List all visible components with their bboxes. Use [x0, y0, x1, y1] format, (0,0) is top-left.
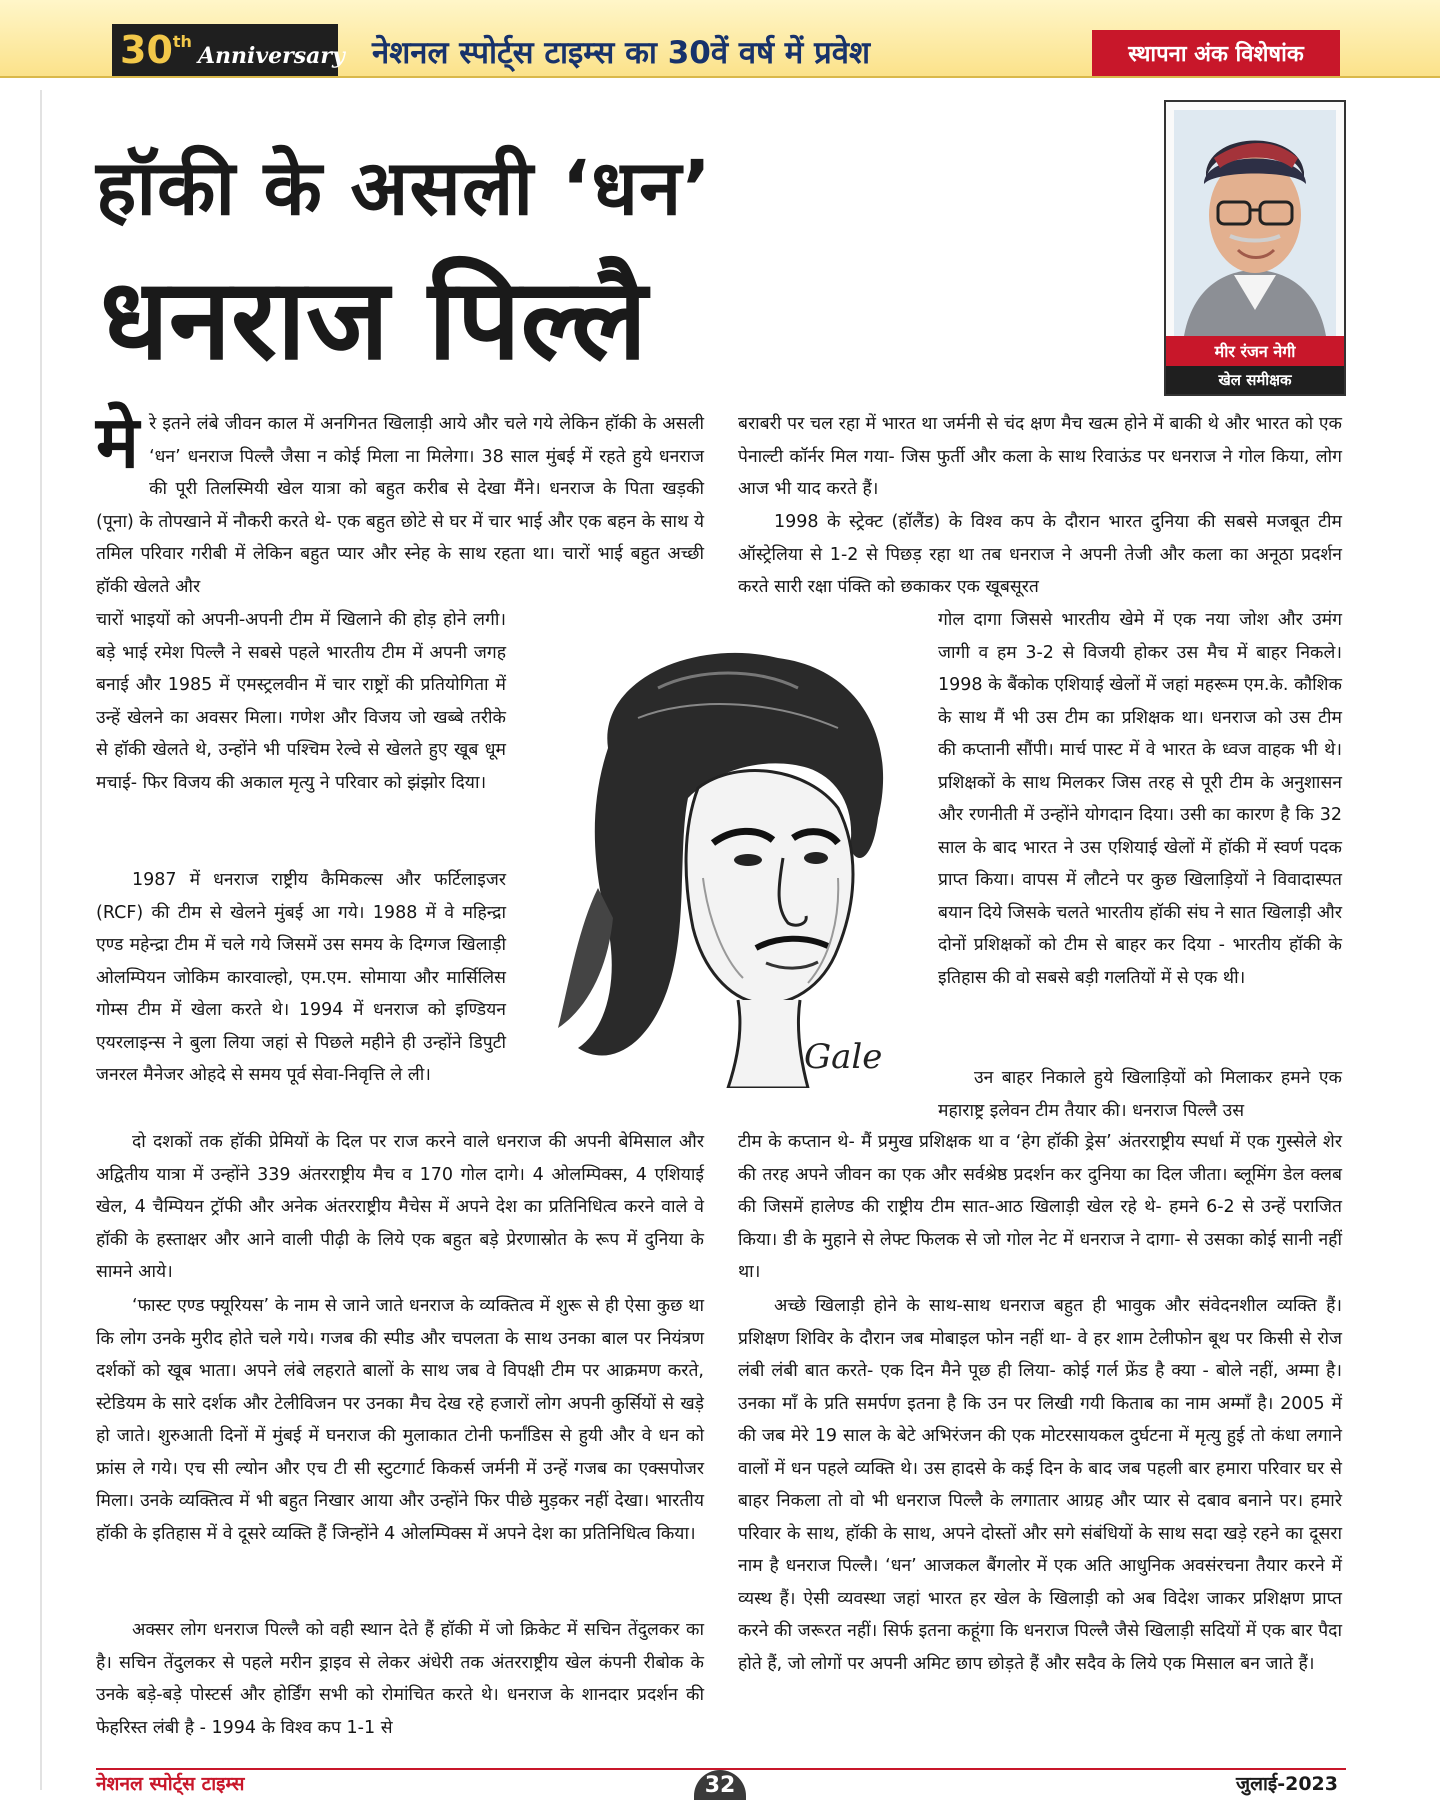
page-number: 32 — [694, 1770, 746, 1800]
footer-date: जुलाई-2023 — [1236, 1773, 1338, 1795]
paragraph-1-text: रे इतने लंबे जीवन काल में अनगिनत खिलाड़ी आये और चले गये लेकिन हॉकी के असली ‘धन’ धनराज पिल्लै जैसा न कोई मिला ना मिलेगा। 38 साल मुंबई में रहते हुये धनराज की पूरी तिलस्मियी खेल यात्रा को बहुत करीब से देखा मैंने। धनराज के पिता खड़की (पूना) के तोपखाने में नौकरी करते थे- एक बहुत छोटे से घर में चार भाई और एक बहन के साथ ये तमिल परिवार गरीबी में लेकिन बहुत प्यार और स्नेह के साथ रहता था। चारों भाई बहुत अच्छी हॉकी खेलते और — [96, 414, 704, 597]
article-right-paragraph-3b: टीम के कप्तान थे- मैं प्रमुख प्रशिक्षक था व ‘हेग हॉकी ड्रेस’ अंतरराष्ट्रीय स्पर्धा में एक गुस्सेले शेर की तरह अपने जीवन का एक और सर्वश्रेष्ठ प्रदर्शन कर दुनिया का दिल जीता। ब्लूमिंग डेल क्लब की जिसमें हालेण्ड की राष्ट्रीय टीम सात-आठ खिलाड़ी खेल रहे थे- हमने 6-2 से उन्हें पराजित किया। डी के मुहाने से लेफ्ट फिलक से जो गोल नेट में धनराज ने दागा- से उसका कोई सानी नहीं था। — [738, 1132, 1342, 1282]
anniversary-number: 30 — [120, 28, 173, 72]
article-right-paragraph-4: अच्छे खिलाड़ी होने के साथ-साथ धनराज बहुत ही भावुक और संवेदनशील व्यक्ति हैं। प्रशिक्षण शिविर के दौरान जब मोबाइल फोन नहीं था- वे हर शाम टेलीफोन बूथ पर किसी से रोज लंबी लंबी बात करते- एक दिन मैने पूछ ही लिया- कोई गर्ल फ्रेंड है क्या - बोले नहीं, अम्मा है। उनका माँ के प्रति समर्पण इतना है कि उन पर लिखी गयी किताब का नाम अम्माँ है। 2005 में की जब मेरे 19 साल के बेटे अभिरंजन की एक मोटरसायकल दुर्घटना में मृत्यु हुई तो कंधा लगाने वालों में धन पहले व्यक्ति थे। उस हादसे के कई दिन के बाद जब पहली बार हमारा परिवार घर से बाहर निकला तो वो भी धनराज पिल्लै के लगातार आग्रह और प्यार से दबाव बनाने पर। हमारे परिवार के साथ, हॉकी के साथ, अपने दोस्तों और सगे संबंधियों के साथ सदा खड़े रहने का दूसरा नाम है धनराज पिल्लै। ‘धन’ आजकल बैंगलोर में एक अति आधुनिक अवसंरचना तैयार करने में व्यस्थ हैं। ऐसी व्यवस्था जहां भारत हर खेल के खिलाड़ी को अब विदेश जाकर प्रशिक्षण प्राप्त करने की जरूरत नहीं। सिर्फ इतना कहूंगा कि धनराज पिल्लै जैसे खिलाड़ी सदियों में एक बार पैदा होते हैं, जो लोगों पर अपनी अमिट छाप छोड़ते हैं और सदैव के लिये एक मिसाल बन जाते हैं। — [738, 1296, 1342, 1674]
article-paragraph-1-continued: चारों भाइयों को अपनी-अपनी टीम में खिलाने की होड़ होने लगी। बड़े भाई रमेश पिल्लै ने सबसे पहले भारतीय टीम में अपनी जगह बनाई और 1985 में एमस्ट्रलवीन में चार राष्ट्रों की प्रतियोगिता में उन्हें खेलने का अवसर मिला। गणेश और विजय जो खब्बे तरीके से हॉकी खेलते थे, उन्होंने भी पश्चिम रेल्वे से खेलते हुए खूब धूम मचाई- फिर विजय की अकाल मृत्यु ने परिवार को झंझोर दिया। — [96, 610, 506, 793]
article-paragraph-2: 1987 में धनराज राष्ट्रीय कैमिकल्स और फर्टिलाइजर (RCF) की टीम से खेलने मुंबई आ गये। 1988 में वे महिन्द्रा एण्ड महेन्द्रा टीम में चले गये जिसमें उस समय के दिग्गज खिलाड़ी ओलम्पियन जोकिम कारवाल्हो, एम.एम. सोमाया और मार्सिलिस गोम्स टीम में खेला करते थे। 1994 में धनराज को इण्डियन एयरलाइन्स ने बुला लिया जहां से पिछले महीने ही उन्होंने डिपुटी जनरल मैनेजर ओहदे से समय पूर्व सेवा-निवृत्ति ले ली। — [96, 870, 506, 1085]
caricature-drawing-icon — [538, 628, 930, 1088]
article-paragraph-1 — [96, 400, 704, 603]
article-right-paragraph-3a: उन बाहर निकाले हुये खिलाड़ियों को मिलाकर हमने एक महाराष्ट्र इलेवन टीम तैयार की। धनराज पिल्लै उस — [938, 1068, 1342, 1121]
drop-cap: मे — [96, 400, 140, 484]
caricature — [538, 628, 930, 1088]
article-paragraph-3: दो दशकों तक हॉकी प्रेमियों के दिल पर राज करने वाले धनराज की अपनी बेमिसाल और अद्वितीय यात्रा में उन्होंने 339 अंतरराष्ट्रीय मैच व 170 गोल दागे। 4 ओलम्पिक्स, 4 एशियाई खेल, 4 चैम्पियन ट्रॉफी और अनेक अंतरराष्ट्रीय मैचेस में अपने देश का प्रतिनिधित्व करने वाले वे हॉकी के हस्ताक्षर और आने वाली पीढ़ी के लिये एक बहुत बड़े प्रेरणास्रोत के रूप में दुनिया के सामने आये। — [96, 1132, 704, 1282]
caricature-signature: Gale — [804, 1037, 883, 1077]
author-portrait-icon — [1174, 110, 1336, 336]
anniversary-word: Anniversary — [197, 43, 345, 69]
anniversary-suffix: th — [172, 32, 192, 51]
article-right-paragraph-2: 1998 के स्ट्रेक्ट (हॉलैंड) के विश्व कप के दौरान भारत दुनिया की सबसे मजबूत टीम ऑस्ट्रेलिया से 1-2 से पिछड़ रहा था तब धनराज ने अपनी तेजी और कला का अनूठा प्रदर्शन करते सारी रक्षा पंक्ति को छकाकर एक खूबसूरत — [738, 512, 1342, 597]
page-margin-rule — [40, 90, 42, 1790]
article-paragraph-4: ‘फास्ट एण्ड फ्यूरियस’ के नाम से जाने जाते धनराज के व्यक्तित्व में शुरू से ही ऐसा कुछ था कि लोग उनके मुरीद होते चले गये। गजब की स्पीड और चपलता के साथ उनका बाल पर नियंत्रण दर्शकों को खूब भाता। अपने लंबे लहराते बालों के साथ जब वे विपक्षी टीम पर आक्रमण करते, स्टेडियम के सारे दर्शक और टेलीविजन पर उनका मैच देख रहे हजारों लोग अपनी कुर्सियों से खड़े हो जाते। शुरुआती दिनों में मुंबई में घनराज की मुलाकात टोनी फर्नांडिस से हुयी और वे धन को फ्रांस ले गये। एच सी ल्योन और एच टी सी स्टुटगार्ट किकर्स जर्मनी में उन्हें गजब का एक्सपोजर मिला। उनके व्यक्तित्व में भी बहुत निखार आया और उन्होंने फिर पीछे मुड़कर नहीं देखा। भारतीय हॉकी के इतिहास में वे दूसरे व्यक्ति हैं जिन्होंने 4 ओलम्पिक्स में अपने देश का प्रतिनिधित्व किया। — [96, 1296, 704, 1544]
author-role: खेल समीक्षक — [1166, 366, 1344, 394]
author-name: मीर रंजन नेगी — [1166, 336, 1344, 366]
banner-title: नेशनल स्पोर्ट्स टाइम्स का 30वें वर्ष में प्रवेश — [372, 35, 871, 71]
anniversary-badge — [112, 24, 345, 76]
author-box — [1164, 100, 1346, 396]
footer-brand: नेशनल स्पोर्ट्स टाइम्स — [96, 1773, 245, 1795]
article-paragraph-5: अक्सर लोग धनराज पिल्लै को वही स्थान देते हैं हॉकी में जो क्रिकेट में सचिन तेंदुलकर का है। सचिन तेंदुलकर से पहले मरीन ड्राइव से लेकर अंधेरी तक अंतरराष्ट्रीय खेल कंपनी रीबोक के उनके बड़े-बड़े पोस्टर्स और होर्डिंग सभी को रोमांचित करते थे। धनराज के शानदार प्रदर्शन की फेहरिस्त लंबी है - 1994 के विश्व कप 1-1 से — [96, 1620, 704, 1738]
top-banner — [0, 0, 1440, 78]
article-right-paragraph-1: बराबरी पर चल रहा में भारत था जर्मनी से चंद क्षण मैच खत्म होने में बाकी थे और भारत को एक पेनाल्टी कॉर्नर मिल गया- जिस फुर्ती और कला के साथ रिवाऊंड पर धनराज ने गोल किया, लोग आज भी याद करते हैं। — [738, 414, 1342, 499]
headline-line-2: धनराज पिल्लै — [100, 255, 648, 385]
headline-line-1: हॉकी के असली ‘धन’ — [96, 143, 713, 232]
author-photo — [1174, 110, 1336, 336]
article-right-paragraph-2-continued: गोल दागा जिससे भारतीय खेमे में एक नया जोश और उमंग जागी व हम 3-2 से विजयी होकर उस मैच में बाहर निकले। 1998 के बैंकोक एशियाई खेलों में जहां महरूम एम.के. कौशिक के साथ मैं भी उस टीम का प्रशिक्षक था। धनराज को उस टीम की कप्तानी सौंपी। मार्च पास्ट में वे भारत के ध्वज वाहक भी थे। प्रशिक्षकों के साथ मिलकर जिस तरह से पूरी टीम के अनुशासन और रणनीती में उन्होंने योगदान दिया। उसी का कारण है कि 32 साल के बाद भारत ने उस एशियाई खेलों में हॉकी में स्वर्ण पदक प्राप्त किया। वापस में लौटने पर कुछ खिलाड़ियों ने विवादास्पत बयान दिये जिसके चलते भारतीय हॉकी संघ ने सात खिलाड़ी और दोनों प्रशिक्षकों को टीम से बाहर कर दिया - भारतीय हॉकी के इतिहास की वो सबसे बड़ी गलतियों में से एक थी। — [938, 610, 1342, 988]
special-edition-badge: स्थापना अंक विशेषांक — [1092, 30, 1340, 76]
